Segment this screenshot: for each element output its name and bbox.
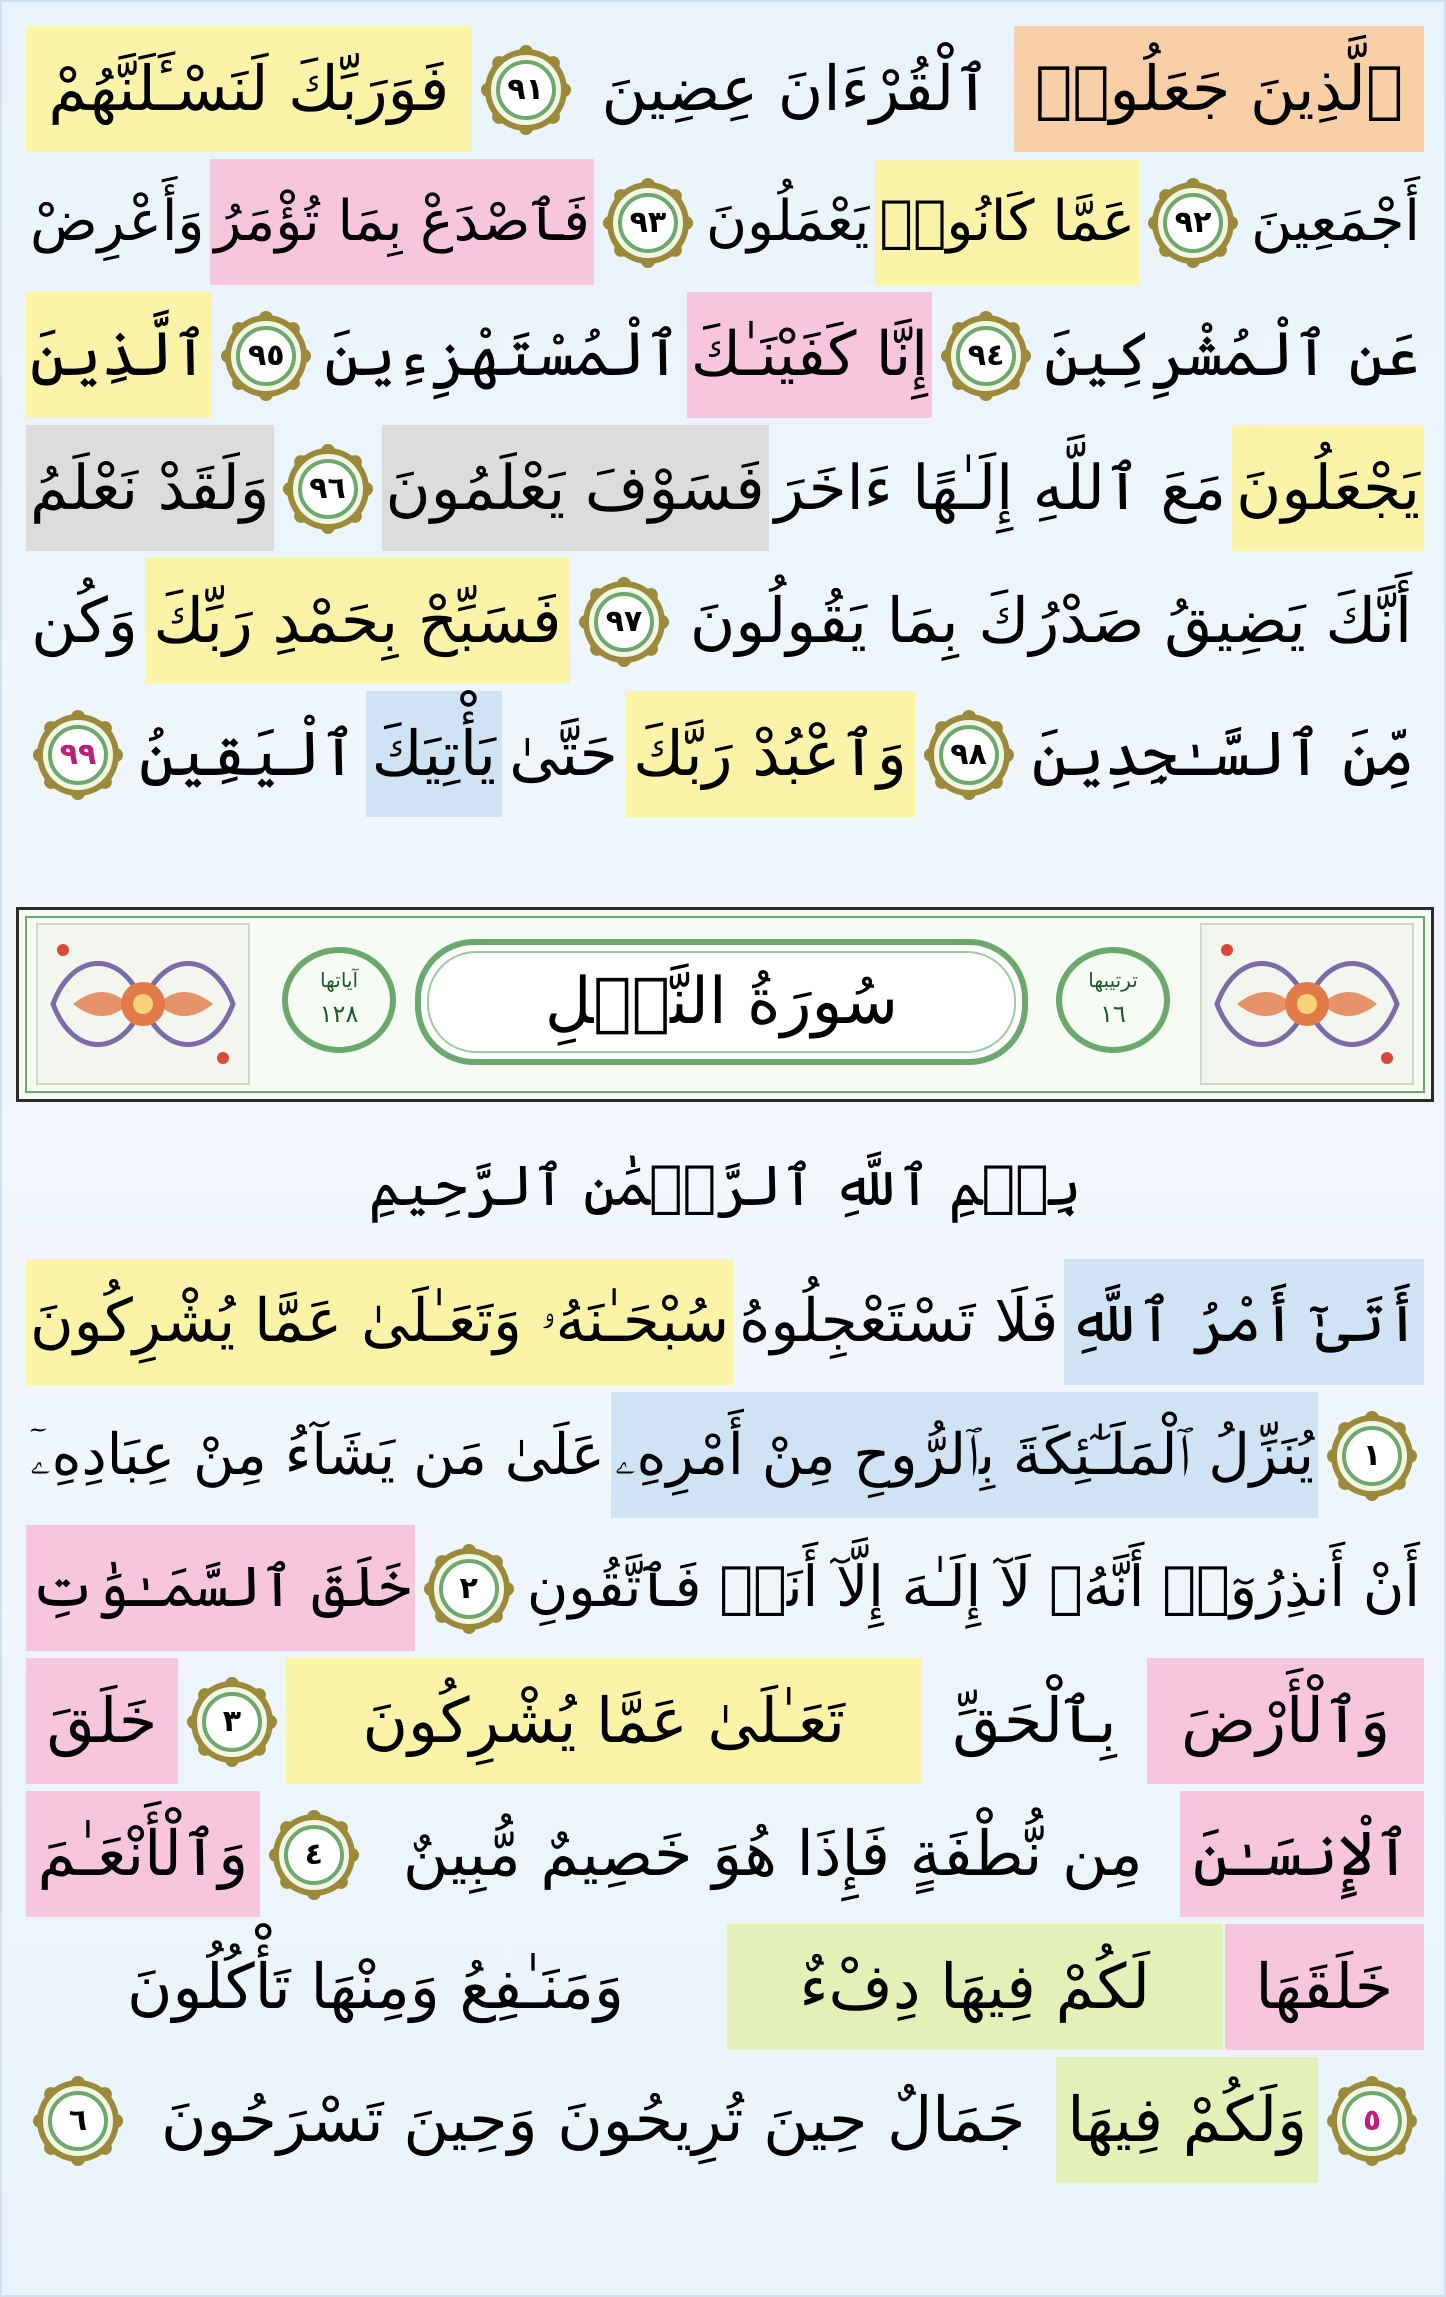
text-line — [20, 413, 1430, 563]
ayah-number: ٩٣ — [629, 205, 667, 240]
verse-text: فَسَبِّحْ بِحَمْدِ رَبِّكَ — [153, 584, 562, 657]
basmala: بِسۡمِ ٱللَّهِ ٱلرَّحۡمَٰنِ ٱلرَّحِيمِ — [368, 1154, 1082, 1219]
surah-header-banner — [16, 907, 1434, 1102]
text-line — [20, 147, 1430, 297]
ayah-number: ٩٨ — [950, 737, 987, 772]
ayah-marker — [280, 441, 376, 537]
ayah-number: ٩٤ — [967, 338, 1005, 373]
verse-text: يُنَزِّلُ ٱلْمَلَـٰٓئِكَةَ بِٱلرُّوحِ مِنْ أَمْرِهِۦ — [614, 1422, 1314, 1488]
ayah-marker — [1324, 2073, 1420, 2169]
verse-text: مِن نُّطْفَةٍ فَإِذَا هُوَ خَصِيمٌ مُّبِينٌ — [402, 1817, 1143, 1890]
verse-text: خَلَقَ ٱلسَّمَـٰوَٰتِ — [30, 1555, 411, 1620]
ayah-marker — [184, 1674, 280, 1770]
verse-text: وَكُن — [31, 584, 138, 657]
verse-text: فَسَوْفَ يَعْلَمُونَ — [385, 452, 765, 524]
right-ornament-icon — [1197, 920, 1417, 1088]
verse-text: ٱلْإِنسَـٰنَ — [1192, 1817, 1411, 1890]
verse-text: حَتَّىٰ — [509, 717, 618, 790]
ayah-number: ٢ — [459, 1571, 478, 1606]
ayah-marker — [600, 175, 696, 271]
verse-text: وَلَكُمْ فِيهَا — [1067, 2083, 1308, 2156]
ayah-marker — [576, 574, 672, 670]
text-line — [20, 1779, 1430, 1929]
text-line — [20, 1380, 1430, 1530]
verse-text: يَجْعَلُونَ — [1236, 452, 1420, 524]
surah-verse-count-medallion — [279, 940, 399, 1060]
ayah-number: ٩٢ — [1174, 205, 1212, 240]
ayah-number: ٦ — [68, 2103, 88, 2138]
verse-text: يَأْتِيَكَ — [371, 717, 496, 790]
order-label: ترتيبها — [1088, 968, 1138, 992]
verse-text: وَٱلْأَرْضَ — [1181, 1684, 1391, 1757]
ayah-marker — [30, 707, 126, 803]
ayah-marker — [218, 308, 314, 404]
verse-text: فَلَا تَسْتَعْجِلُوهُ — [739, 1287, 1059, 1356]
ayah-number: ٩٧ — [605, 604, 643, 639]
ayah-number: ٣ — [222, 1704, 241, 1739]
ayah-marker — [1324, 1408, 1420, 1504]
verse-text: أَتَىٰٓ أَمْرُ ٱللَّهِ — [1068, 1287, 1420, 1356]
verse-text: عَلَىٰ مَن يَشَآءُ مِنْ عِبَادِهِۦٓ — [30, 1422, 605, 1488]
ayah-marker — [921, 707, 1017, 803]
verse-text: إِنَّا كَفَيْنَـٰكَ — [690, 320, 929, 390]
text-line — [20, 2045, 1430, 2195]
verse-text: أَنْ أَنذِرُوٓا۟ أَنَّهُۥ لَآ إِلَـٰهَ إِلَّآ أَنَا۠ فَٱتَّقُونِ — [526, 1555, 1420, 1620]
verse-text: وَٱلْأَنْعَـٰمَ — [37, 1817, 249, 1890]
verse-text: مِّنَ ٱلسَّـٰجِدِينَ — [1031, 717, 1415, 790]
text-line — [20, 280, 1430, 430]
verse-text: فَوَرَبِّكَ لَنَسْـَٔلَنَّهُمْ — [48, 52, 450, 125]
verse-text: بِٱلْحَقِّ — [952, 1684, 1117, 1757]
verse-text: مَعَ ٱللَّهِ إِلَـٰهًا ءَاخَرَ — [774, 452, 1227, 524]
verse-text: عَمَّا كَانُوا۟ — [879, 189, 1136, 254]
ayah-marker — [30, 2073, 126, 2169]
verse-text: ٱلْيَقِينُ — [138, 717, 357, 790]
verse-text: أَجْمَعِينَ — [1251, 189, 1420, 254]
text-line — [20, 546, 1430, 696]
ayah-number: ٥ — [1362, 2103, 1382, 2138]
ayah-marker — [266, 1807, 362, 1903]
ayah-number: ٩١ — [507, 72, 544, 107]
ayah-number: ١ — [1362, 1438, 1382, 1473]
verses-label: آياتها — [319, 968, 359, 992]
verse-text: تَعَـٰلَىٰ عَمَّا يُشْرِكُونَ — [362, 1684, 845, 1757]
verse-text: وَٱعْبُدْ رَبَّكَ — [633, 717, 907, 790]
verse-text: يَعْمَلُونَ — [705, 189, 870, 254]
verse-text: وَمَنَـٰفِعُ وَمِنْهَا تَأْكُلُونَ — [127, 1950, 624, 2023]
text-line — [20, 1247, 1430, 1397]
text-line — [20, 1646, 1430, 1796]
verse-text: ٱلَّذِينَ — [30, 320, 209, 390]
left-ornament-icon — [33, 920, 253, 1088]
verse-text: وَأَعْرِضْ — [30, 189, 205, 254]
verse-text: خَلَقَهَا — [1255, 1950, 1394, 2023]
verse-text: ٱلْمُسْتَهْزِءِينَ — [324, 320, 681, 390]
verse-text: ٱلَّذِينَ جَعَلُوا۟ — [1035, 52, 1404, 125]
verses-value: ١٢٨ — [319, 1000, 359, 1028]
verse-text: سُبْحَـٰنَهُۥ وَتَعَـٰلَىٰ عَمَّا يُشْرِكُونَ — [30, 1287, 730, 1356]
verse-text: وَلَقَدْ نَعْلَمُ — [30, 452, 270, 524]
verse-text: أَنَّكَ يَضِيقُ صَدْرُكَ بِمَا يَقُولُونَ — [689, 584, 1413, 657]
surah-title-frame — [414, 938, 1029, 1066]
surah-title: سُورَةُ النَّحۡلِ — [544, 965, 899, 1039]
verse-text: لَكُمْ فِيهَا دِفْءٌ — [799, 1950, 1151, 2023]
ayah-number: ٩٩ — [59, 737, 97, 772]
verse-text: عَنِ ٱلْمُشْرِكِينَ — [1044, 320, 1420, 390]
verse-text: فَٱصْدَعْ بِمَا تُؤْمَرُ — [214, 189, 590, 254]
verse-text: جَمَالٌ حِينَ تُرِيحُونَ وَحِينَ تَسْرَحُونَ — [160, 2083, 1026, 2156]
text-line — [20, 679, 1430, 829]
ayah-marker — [938, 308, 1034, 404]
surah-order-medallion — [1053, 940, 1173, 1060]
text-line — [20, 1912, 1430, 2062]
ayah-marker — [1145, 175, 1241, 271]
text-line — [20, 1513, 1430, 1663]
ayah-marker — [478, 42, 574, 138]
verse-text: خَلَقَ — [46, 1684, 158, 1757]
ayah-marker — [421, 1541, 517, 1637]
ayah-number: ٩٥ — [247, 338, 285, 373]
verse-text: ٱلْقُرْءَانَ عِضِينَ — [601, 52, 991, 125]
ayah-number: ٤ — [304, 1837, 323, 1872]
text-line — [20, 14, 1430, 164]
ayah-number: ٩٦ — [309, 471, 346, 506]
order-value: ١٦ — [1100, 1000, 1126, 1028]
